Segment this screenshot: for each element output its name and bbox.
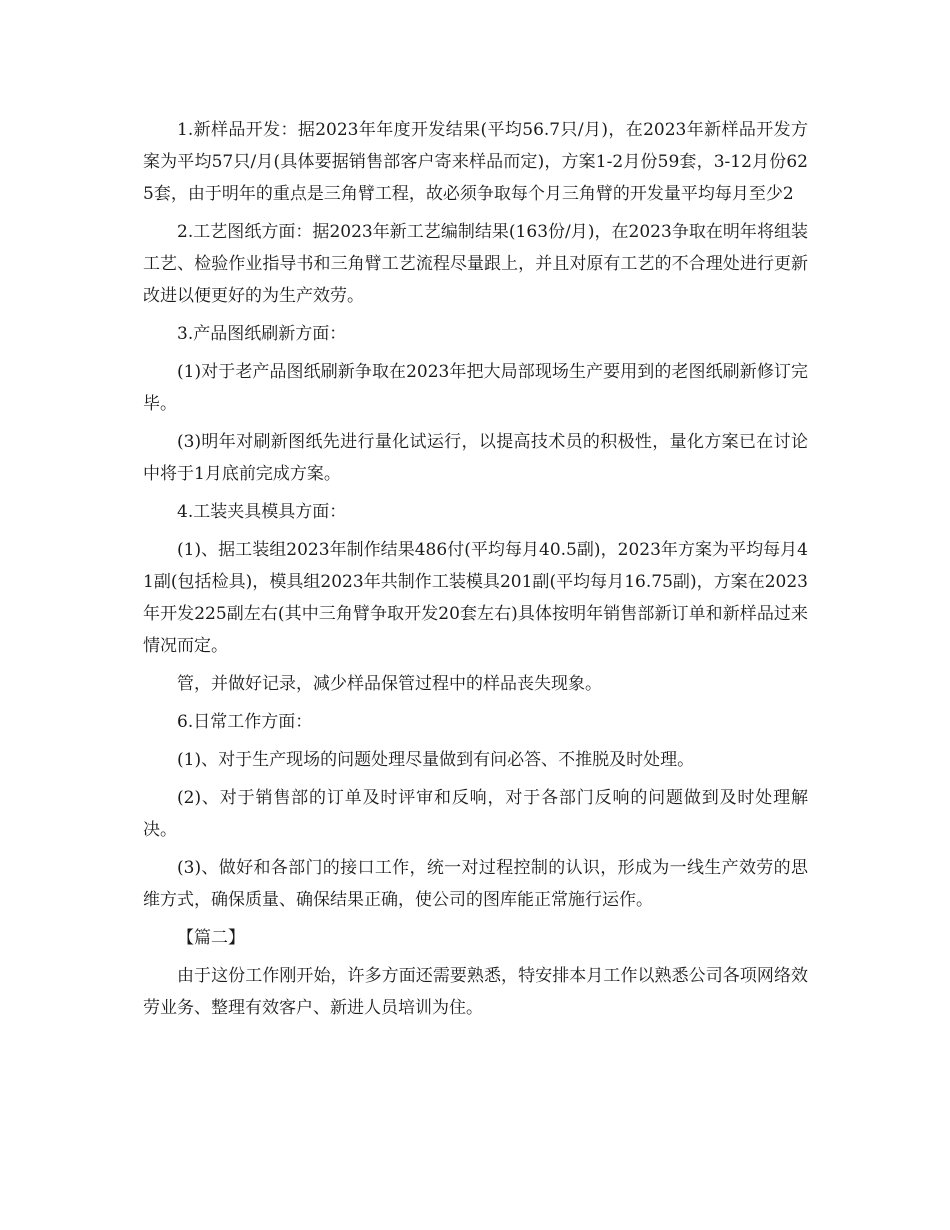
paragraph-new-sample-development: 1.新样品开发：据2023年年度开发结果(平均56.7只/月)，在2023年新样品开发方案为平均57只/月(具体要据销售部客户寄来样品而定)，方案1-2月份59套，3-12月份625套，由于明年的重点是三角臂工程，故必须争取每个月三角臂的开发量平均每月至少2 (143, 120, 808, 204)
paragraph-fixtures-production: (1)、据工装组2023年制作结果486付(平均每月40.5副)，2023年方案为平均每月41副(包括检具)，模具组2023年共制作工装模具201副(平均每月16.75副)，方案在2023年开发225副左右(其中三角臂争取开发20套左右)具体按明年销售部新订单和新样品过来情况而定。 (143, 540, 808, 656)
paragraph-fixtures-molds-heading: 4.工装夹具模具方面： (177, 502, 347, 522)
document-body (143, 114, 808, 1030)
paragraph-daily-work-heading: 6.日常工作方面： (177, 712, 313, 732)
paragraph-production-issues: (1)、对于生产现场的问题处理尽量做到有问必答、不推脱及时处理。 (177, 750, 695, 770)
paragraph-sales-orders: (2)、对于销售部的订单及时评审和反响，对于各部门反响的问题做到及时处理解决。 (143, 788, 808, 840)
paragraph-product-drawing-refresh-heading: 3.产品图纸刷新方面： (177, 324, 347, 344)
paragraph-interface-work: (3)、做好和各部门的接口工作，统一对过程控制的认识，形成为一线生产效劳的思维方式，确保质量、确保结果正确，使公司的图库能正常施行运作。 (143, 858, 808, 910)
paragraph-old-drawing-refresh: (1)对于老产品图纸刷新争取在2023年把大局部现场生产要用到的老图纸刷新修订完毕。 (143, 362, 808, 414)
paragraph-quantified-trial: (3)明年对刷新图纸先进行量化试运行，以提高技术员的积极性，量化方案已在讨论中将于1月底前完成方案。 (143, 432, 808, 484)
section-heading-part-two: 【篇二】 (177, 928, 245, 948)
paragraph-monthly-plan: 由于这份工作刚开始，许多方面还需要熟悉，特安排本月工作以熟悉公司各项网络效劳业务、整理有效客户、新进人员培训为住。 (143, 966, 808, 1018)
paragraph-process-drawings: 2.工艺图纸方面：据2023年新工艺编制结果(163份/月)，在2023争取在明年将组装工艺、检验作业指导书和三角臂工艺流程尽量跟上，并且对原有工艺的不合理处进行更新改进以便更好的为生产效劳。 (143, 222, 808, 306)
paragraph-sample-records: 管，并做好记录，减少样品保管过程中的样品丧失现象。 (177, 674, 602, 694)
